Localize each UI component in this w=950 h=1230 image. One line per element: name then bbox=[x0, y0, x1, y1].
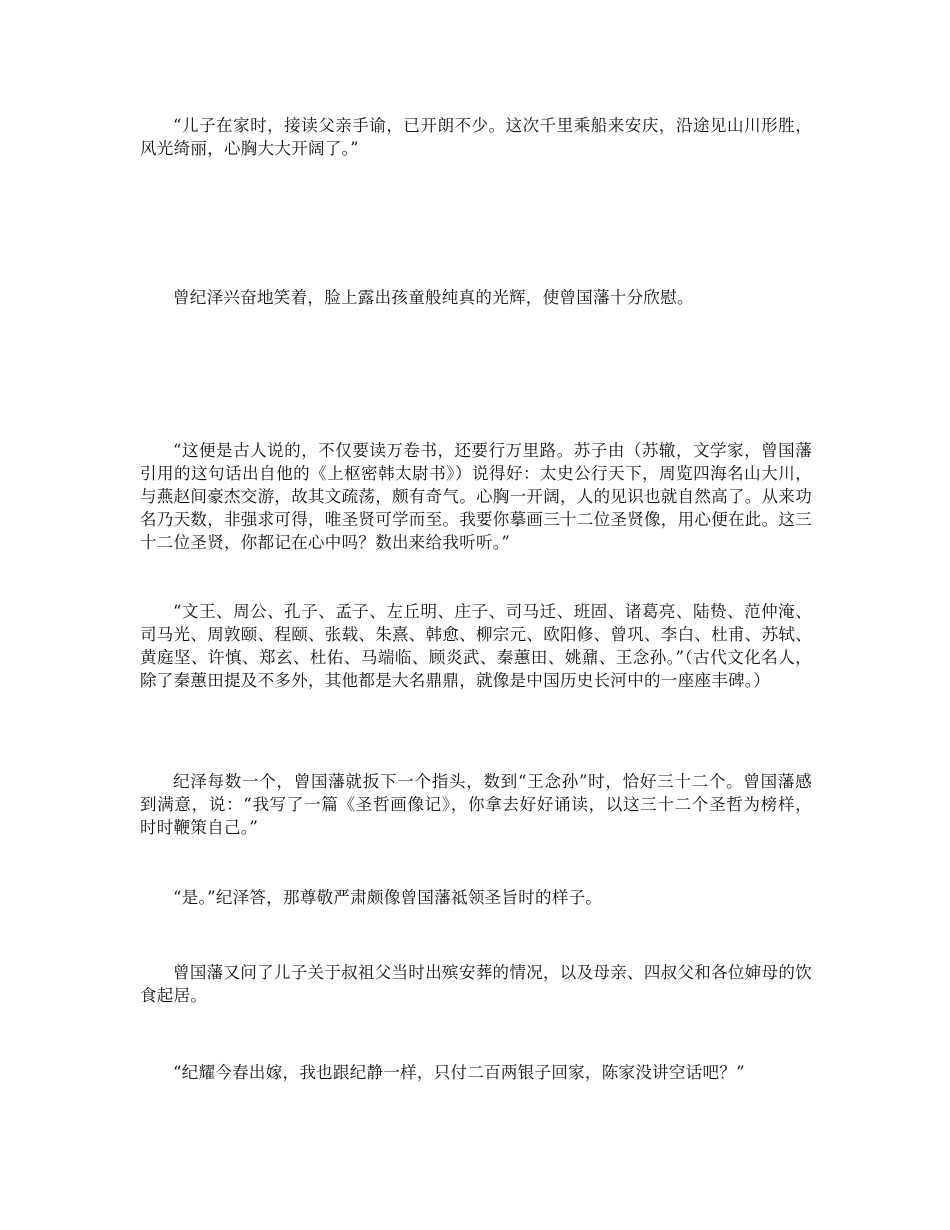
paragraph-5: 纪泽每数一个，曾国藩就扳下一个指头，数到“王念孙”时，恰好三十二个。曾国藩感到满意，说：“我写了一篇《圣哲画像记》，你拿去好好诵读，以这三十二个圣哲为榜样，时时鞭策自己。” bbox=[140, 772, 812, 837]
paragraph-2: 曾纪泽兴奋地笑着，脸上露出孩童般纯真的光辉，使曾国藩十分欣慰。 bbox=[173, 288, 694, 307]
paragraph-3: “这便是古人说的，不仅要读万卷书，还要行万里路。苏子由（苏辙，文学家，曾国藩引用的这句话出自他的《上枢密韩太尉书》）说得好：太史公行天下，周览四海名山大川，与燕赵间豪杰交游，故其文疏荡，颇有奇气。心胸一开阔，人的见识也就自然高了。从来功名乃天数，非强求可得，唯圣贤可学而至。我要你摹画三十二位圣贤像，用心便在此。这三十二位圣贤，你都记在心中吗？数出来给我听听。” bbox=[140, 441, 812, 552]
paragraph-8: “纪耀今春出嫁，我也跟纪静一样，只付二百两银子回家，陈家没讲空话吧？” bbox=[173, 1063, 745, 1082]
paragraph-1: “儿子在家时，接读父亲手谕，已开朗不少。这次千里乘船来安庆，沿途见山川形胜，风光绮丽，心胸大大开阔了。” bbox=[140, 116, 812, 158]
paragraph-7: 曾国藩又问了儿子关于叔祖父当时出殡安葬的情况，以及母亲、四叔父和各位婶母的饮食起居。 bbox=[140, 963, 812, 1005]
paragraph-4: “文王、周公、孔子、孟子、左丘明、庄子、司马迁、班固、诸葛亮、陆贽、范仲淹、司马光、周敦颐、程颐、张载、朱熹、韩愈、柳宗元、欧阳修、曾巩、李白、杜甫、苏轼、黄庭坚、许慎、郑玄、杜佑、马端临、顾炎武、秦蕙田、姚鼐、王念孙。”（古代文化名人，除了秦蕙田提及不多外，其他都是大名鼎鼎，就像是中国历史长河中的一座座丰碑。） bbox=[140, 602, 812, 690]
paragraph-6: “是。”纪泽答，那尊敬严肃颇像曾国藩祗领圣旨时的样子。 bbox=[173, 888, 603, 907]
